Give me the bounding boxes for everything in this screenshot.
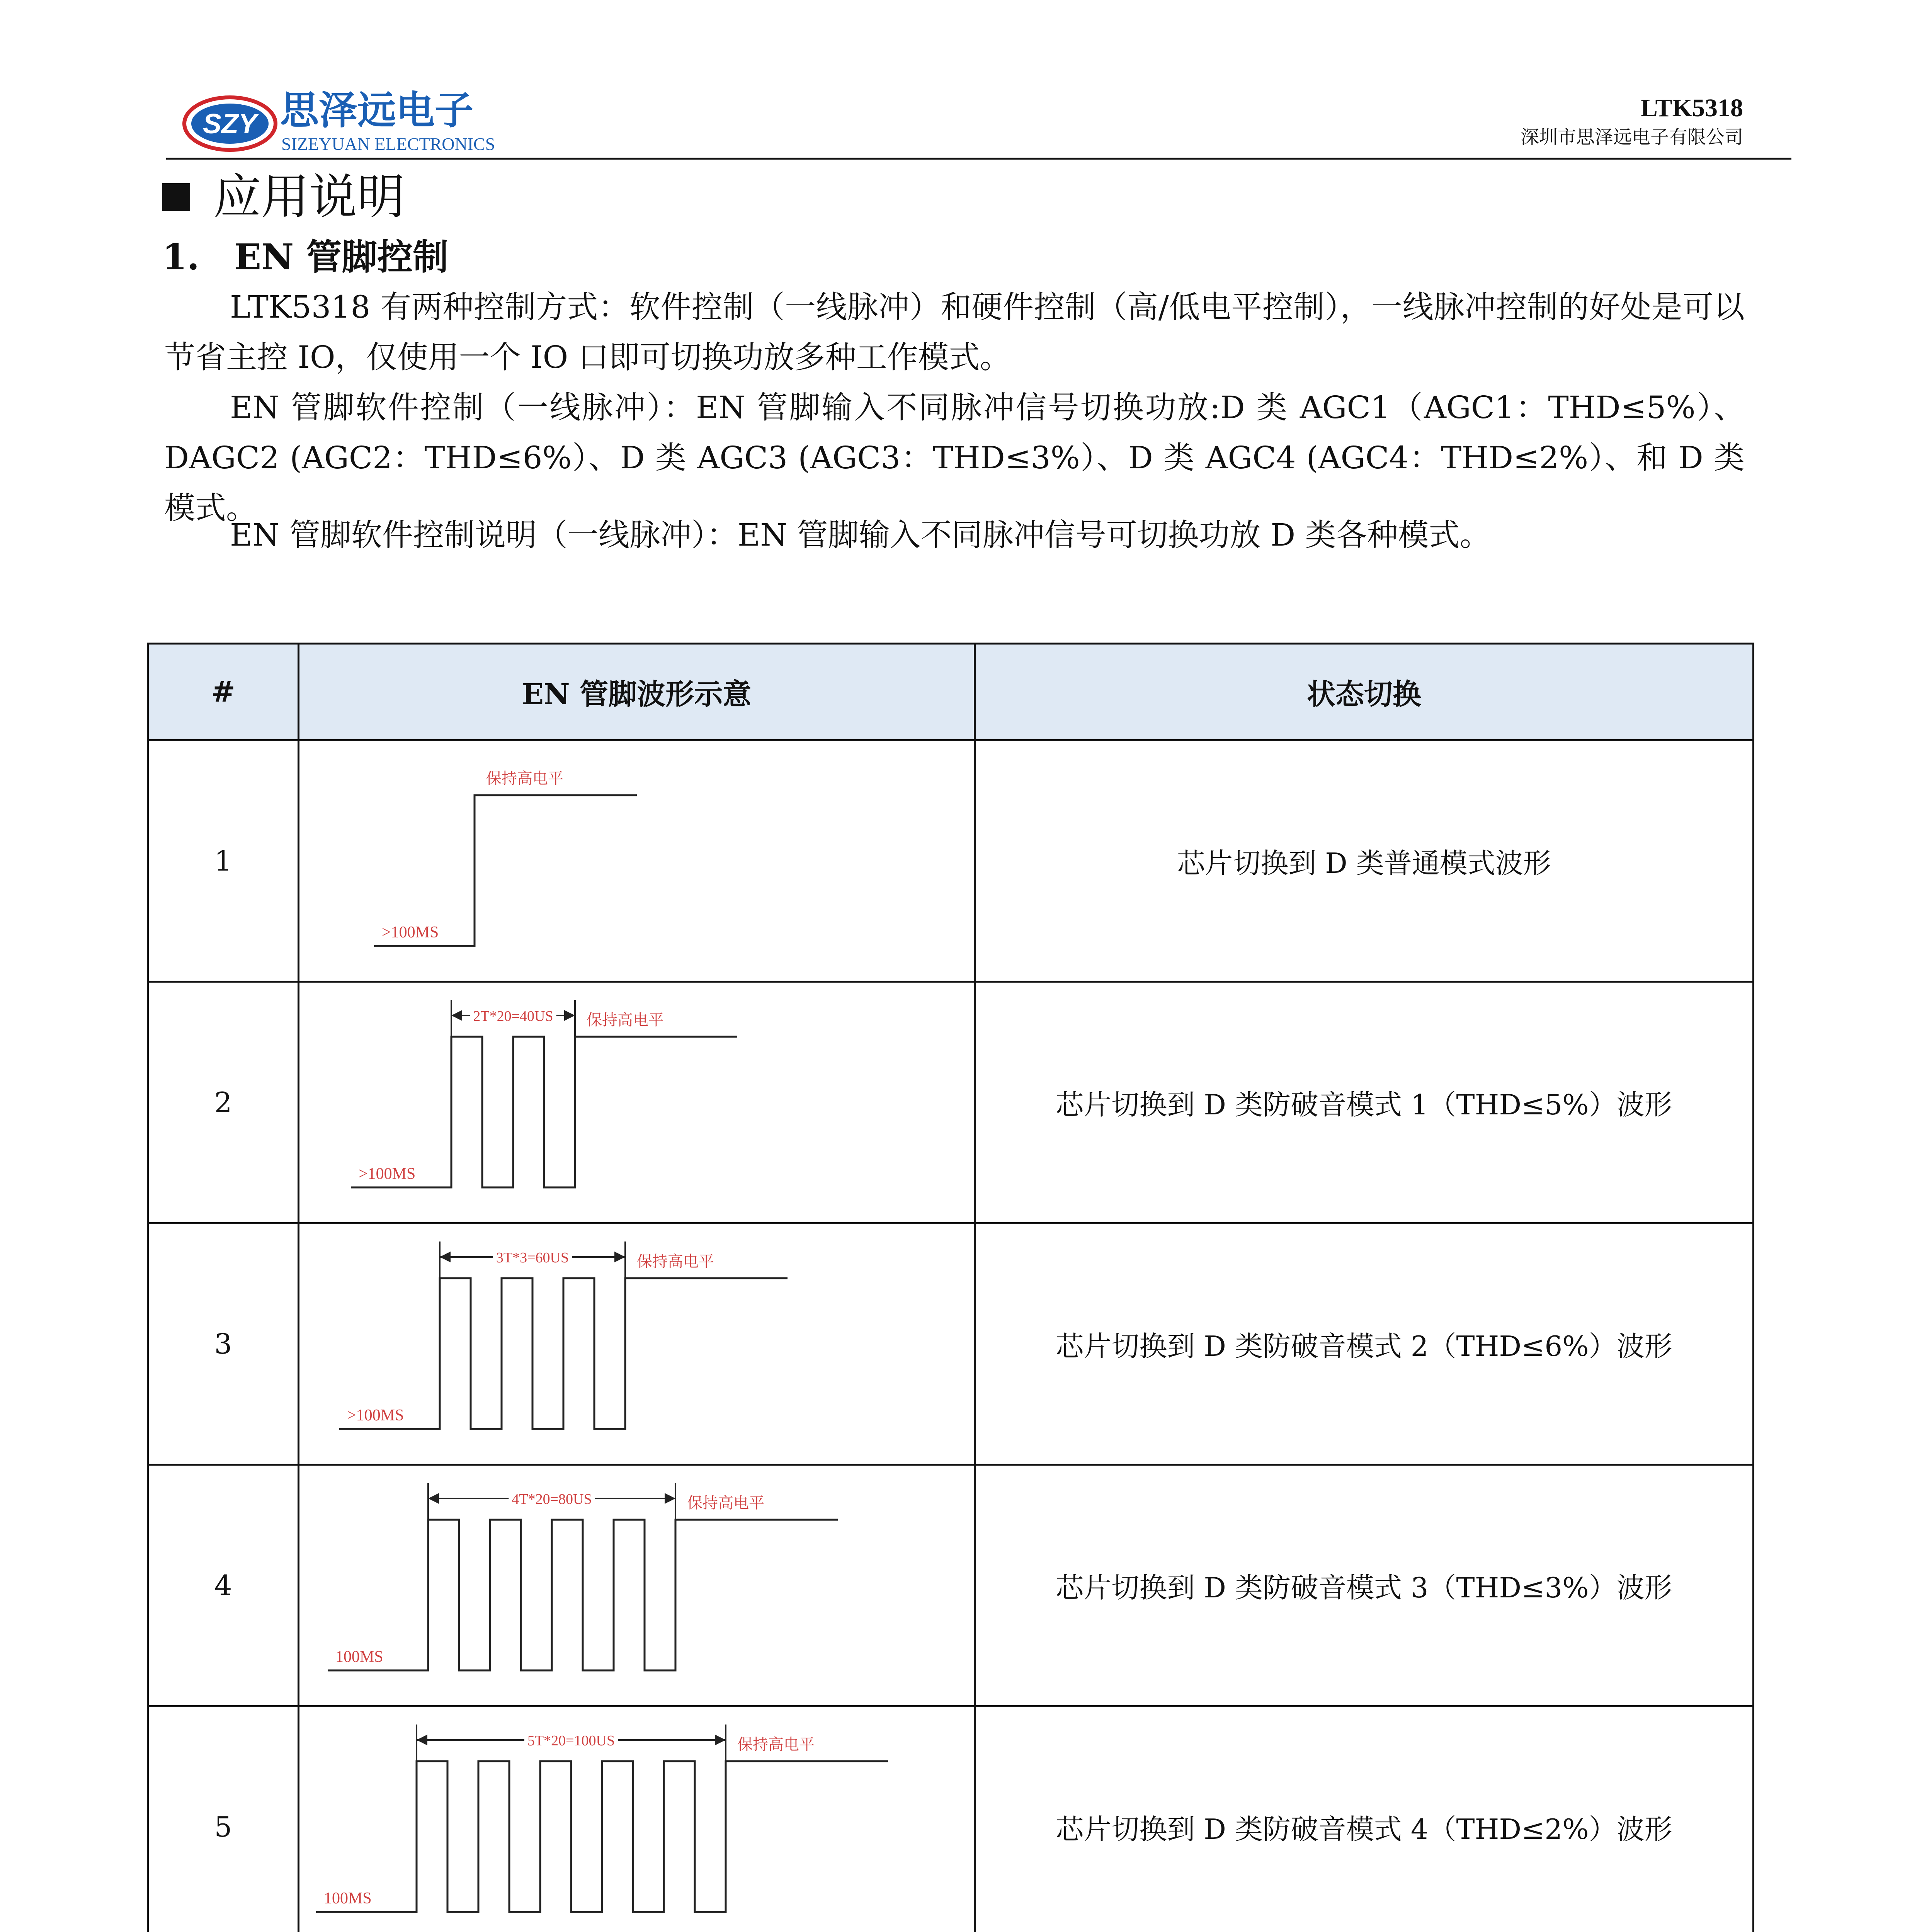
arrowhead-left-icon — [451, 1010, 462, 1021]
pulse-duration-label: 3T*3=60US — [496, 1250, 569, 1266]
table-row — [148, 1223, 1754, 1465]
table-row — [148, 740, 1754, 982]
row-number: 2 — [148, 982, 299, 1223]
state-description: 芯片切换到 D 类防破音模式 2（THD≤6%）波形 — [975, 1223, 1754, 1465]
row-number: 5 — [148, 1706, 299, 1932]
pulse-duration-label: 2T*20=40US — [473, 1008, 553, 1024]
pulse-duration-label: 4T*20=80US — [511, 1491, 592, 1507]
arrowhead-right-icon — [614, 1252, 625, 1262]
waveform-cell — [299, 740, 975, 982]
waveform-diagram — [308, 1469, 965, 1701]
high-level-label: 保持高电平 — [737, 1736, 815, 1753]
logo-chinese-name: 思泽远电子 — [280, 88, 473, 133]
high-level-label: 保持高电平 — [486, 770, 563, 787]
table-row — [148, 1706, 1754, 1932]
waveform-diagram — [308, 986, 965, 1218]
arrowhead-left-icon — [417, 1735, 427, 1745]
waveform-trace — [328, 1520, 838, 1670]
waveform-trace — [339, 1278, 788, 1429]
low-duration-label: >100MS — [347, 1406, 404, 1424]
table-header-row — [148, 644, 1754, 740]
waveform-diagram — [308, 1228, 965, 1460]
subsection-title-text: EN 管脚控制 — [234, 236, 449, 278]
square-bullet-icon — [162, 183, 190, 211]
table-row — [148, 982, 1754, 1223]
logo-english-name: SIZEYUAN ELECTRONICS — [281, 134, 495, 154]
state-description: 芯片切换到 D 类防破音模式 1（THD≤5%）波形 — [975, 982, 1754, 1223]
high-level-label: 保持高电平 — [687, 1494, 764, 1512]
section-title-text: 应用说明 — [213, 169, 405, 225]
company-name: 深圳市思泽远电子有限公司 — [1520, 126, 1743, 148]
low-duration-label: >100MS — [381, 923, 439, 941]
arrowhead-right-icon — [564, 1010, 575, 1021]
model-number: LTK5318 — [1640, 94, 1743, 122]
subsection-title — [162, 236, 448, 278]
column-header-number: # — [148, 644, 299, 740]
paragraph-software-control-note: EN 管脚软件控制说明（一线脉冲）：EN 管脚输入不同脉冲信号可切换功放 D 类各种模式。 — [230, 517, 1491, 553]
waveform-cell — [299, 1223, 975, 1465]
section-title — [162, 168, 405, 226]
arrowhead-right-icon — [715, 1735, 726, 1745]
header-right — [1521, 93, 1743, 151]
high-level-label: 保持高电平 — [586, 1011, 664, 1029]
row-number: 3 — [148, 1223, 299, 1465]
arrowhead-left-icon — [440, 1252, 451, 1262]
waveform-diagram — [308, 1711, 965, 1932]
column-header-state: 状态切换 — [975, 644, 1754, 740]
subsection-number: 1. — [162, 236, 200, 278]
low-duration-label: >100MS — [358, 1165, 415, 1183]
waveform-cell — [299, 1706, 975, 1932]
row-number: 1 — [148, 740, 299, 982]
waveform-cell — [299, 1465, 975, 1706]
low-duration-label: 100MS — [335, 1648, 383, 1666]
low-duration-label: 100MS — [323, 1889, 372, 1907]
row-number: 4 — [148, 1465, 299, 1706]
waveform-cell — [299, 982, 975, 1223]
paragraph-software-control: EN 管脚软件控制（一线脉冲）：EN 管脚输入不同脉冲信号切换功放:D 类 AGC1（AGC1：THD≤5%）、DAGC2 (AGC2：THD≤6%）、D 类 AGC3 (AGC3：THD≤3%）、D 类 AGC4 (AGC4：THD≤2%）、和 D 类模式。 — [164, 389, 1745, 526]
state-description: 芯片切换到 D 类普通模式波形 — [975, 740, 1754, 982]
waveform-trace — [316, 1761, 888, 1912]
high-level-label: 保持高电平 — [636, 1253, 714, 1270]
paragraph-control-methods: LTK5318 有两种控制方式：软件控制（一线脉冲）和硬件控制（高/低电平控制），一线脉冲控制的好处是可以节省主控 IO，仅使用一个 IO 口即可切换功放多种工作模式。 — [164, 289, 1745, 375]
company-logo — [182, 81, 529, 162]
waveform-diagram — [308, 745, 965, 977]
state-description: 芯片切换到 D 类防破音模式 4（THD≤2%）波形 — [975, 1706, 1754, 1932]
arrowhead-left-icon — [428, 1493, 439, 1504]
logo-letters: SZY — [202, 109, 257, 139]
column-header-waveform: EN 管脚波形示意 — [299, 644, 975, 740]
table-row — [148, 1465, 1754, 1706]
en-pin-mode-table — [147, 643, 1754, 1932]
arrowhead-right-icon — [665, 1493, 675, 1504]
state-description: 芯片切换到 D 类防破音模式 3（THD≤3%）波形 — [975, 1465, 1754, 1706]
header-divider — [166, 158, 1791, 160]
pulse-duration-label: 5T*20=100US — [527, 1733, 615, 1749]
